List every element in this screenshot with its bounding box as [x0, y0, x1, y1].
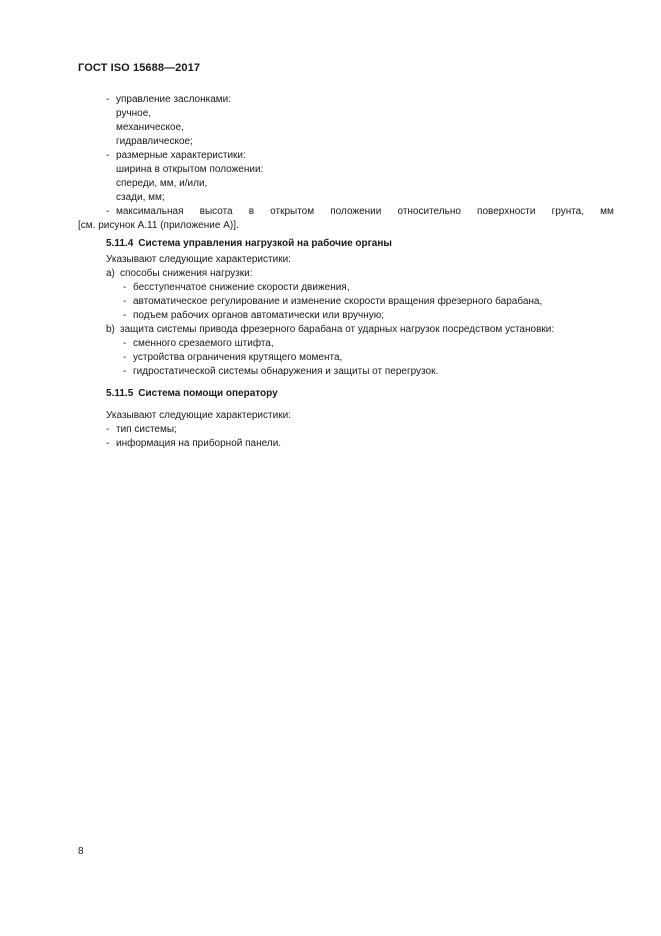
list-subitem: - подъем рабочих органов автоматически или вручную; [123, 310, 385, 321]
dash-marker: - [106, 94, 110, 105]
dash-marker: - [106, 424, 110, 435]
section-intro: Указывают следующие характеристики: [106, 410, 291, 421]
height-word: грунта, [551, 206, 585, 217]
height-word: относительно [397, 206, 461, 217]
list-item-height [78, 205, 614, 219]
list-item-label: способы снижения нагрузки: [120, 268, 253, 279]
list-subitem: - устройства ограничения крутящего момента, [123, 352, 343, 363]
section-number: 5.11.4 [106, 238, 134, 249]
document-header: ГОСТ ISO 15688—2017 [78, 62, 201, 74]
section-title: Система помощи оператору [138, 388, 278, 399]
list-subitem: гидравлическое; [116, 136, 193, 147]
list-item-b [78, 323, 614, 337]
height-word: в [248, 206, 255, 217]
document-body [78, 93, 614, 451]
height-word: - максимальная [106, 206, 184, 217]
list-subitem: ручное, [116, 108, 152, 119]
list-subitem: - автоматическое регулирование и изменение скорости вращения фрезерного барабана, [123, 296, 543, 307]
list-letter: a) [106, 268, 115, 279]
dash-marker: - [123, 352, 127, 363]
dash-marker: - [123, 296, 127, 307]
list-subitem: - сменного срезаемого штифта, [123, 338, 274, 349]
page-number: 8 [78, 846, 84, 857]
list-subitem: спереди, мм, и/или, [116, 178, 208, 189]
list-item: - тип системы; [106, 424, 177, 435]
list-subitem: ширина в открытом положении: [116, 164, 264, 175]
section-intro: Указывают следующие характеристики: [106, 254, 291, 265]
list-subitem: - бесступенчатое снижение скорости движения, [123, 282, 350, 293]
list-item-label: размерные характеристики: [116, 150, 246, 161]
dash-marker: - [106, 150, 110, 161]
section-title: Система управления нагрузкой на рабочие органы [138, 238, 392, 249]
height-word: высота [199, 206, 233, 217]
dash-marker: - [123, 282, 127, 293]
list-subitem: механическое, [116, 122, 184, 133]
dash-marker: - [123, 310, 127, 321]
dash-marker: - [106, 438, 110, 449]
dash-marker: - [106, 206, 110, 217]
list-item-dimensions [78, 149, 614, 163]
figure-reference: [см. рисунок А.11 (приложение А)]. [78, 220, 239, 231]
list-subitem: - гидростатической системы обнаружения и защиты от перегрузок. [123, 366, 439, 377]
dash-marker: - [123, 338, 127, 349]
list-item-label: управление заслонками: [116, 94, 232, 105]
list-item: - информация на приборной панели. [106, 438, 282, 449]
section-heading-5-11-5 [78, 387, 614, 401]
height-word: положении [330, 206, 382, 217]
section-number: 5.11.5 [106, 388, 134, 399]
section-heading-5-11-4 [78, 237, 614, 251]
height-word: открытом [270, 206, 315, 217]
height-word: мм [600, 206, 614, 217]
list-item-a [78, 267, 614, 281]
list-item-label: защита системы привода фрезерного барабана от ударных нагрузок посредством установки: [120, 324, 555, 335]
list-letter: b) [106, 324, 115, 335]
height-word: поверхности [477, 206, 536, 217]
list-item-dampers [78, 93, 614, 107]
list-subitem: сзади, мм; [116, 192, 165, 203]
dash-marker: - [123, 366, 127, 377]
